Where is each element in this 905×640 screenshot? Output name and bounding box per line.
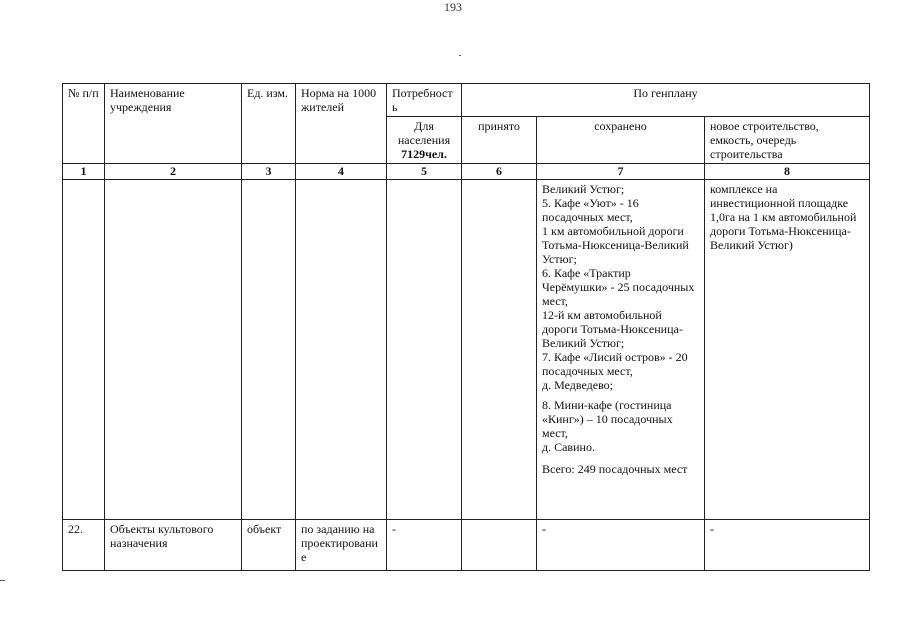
scan-speck (0, 580, 5, 581)
column-number: 7 (537, 164, 705, 180)
header-need-population: 7129чел. (401, 147, 447, 161)
kept-entry: д. Савино. (542, 440, 595, 454)
column-number: 8 (705, 164, 870, 180)
row-need: - (387, 520, 462, 571)
kept-entry: 6. Кафе «Трактир Черёмушки» - 25 посадочных мест, (542, 266, 695, 308)
row-num: 22. (63, 520, 105, 571)
column-number: 1 (63, 164, 105, 180)
header-need-sub-label: Для населения (397, 119, 451, 147)
row-unit: объект (242, 520, 296, 571)
header-norm: Норма на 1000 жителей (296, 84, 387, 164)
page-number: 193 (444, 2, 462, 12)
header-name: Наименование учреждения (105, 84, 242, 164)
kept-entry: Великий Устюг; (542, 182, 625, 196)
column-number: 4 (296, 164, 387, 180)
table-cell (105, 180, 242, 520)
column-number: 3 (242, 164, 296, 180)
table-row-continued (63, 180, 870, 520)
row-new: - (705, 520, 870, 571)
header-new-construction: новое строительство, емкость, очередь строительства (705, 117, 870, 164)
header-need-sub (387, 117, 462, 164)
kept-entry: 5. Кафе «Уют» - 16 посадочных мест, (542, 196, 639, 224)
kept-entry: 7. Кафе «Лисий остров» - 20 посадочных мест, (542, 350, 688, 378)
kept-entry: 12-й км автомобильной дороги Тотьма-Нюксеница-Великий Устюг; (542, 308, 683, 350)
header-row-1 (63, 84, 870, 117)
table-cell (63, 180, 105, 520)
table-cell (462, 180, 537, 520)
kept-cell (537, 180, 705, 520)
table-row-22 (63, 520, 870, 571)
kept-total: Всего: 249 посадочных мест (542, 462, 688, 476)
row-name: Объекты культового назначения (105, 520, 242, 571)
row-norm: по заданию на проектирование (296, 520, 387, 571)
column-number: 2 (105, 164, 242, 180)
column-number: 6 (462, 164, 537, 180)
kept-entry: 1 км автомобильной дороги Тотьма-Нюксеница-Великий Устюг; (542, 224, 689, 266)
planning-table (62, 83, 870, 571)
column-number-row (63, 164, 870, 180)
table-cell (387, 180, 462, 520)
header-kept: сохранено (537, 117, 705, 164)
header-num: № п/п (63, 84, 105, 164)
row-accepted (462, 520, 537, 571)
table-cell (296, 180, 387, 520)
column-number: 5 (387, 164, 462, 180)
kept-entry: 8. Мини-кафе (гостиница «Кинг») – 10 посадочных мест, (542, 398, 673, 440)
header-accepted: принято (462, 117, 537, 164)
kept-entry: д. Медведево; (542, 378, 614, 392)
table-cell (242, 180, 296, 520)
new-construction-cell: комплексе на инвестиционной площадке 1,0га на 1 км автомобильной дороги Тотьма-Нюксеница-Великий Устюг) (705, 180, 870, 520)
header-unit: Ед. изм. (242, 84, 296, 164)
header-need: Потребность (387, 84, 462, 117)
header-plan: По генплану (462, 84, 870, 117)
scan-speck (459, 55, 461, 56)
row-kept: - (537, 520, 705, 571)
